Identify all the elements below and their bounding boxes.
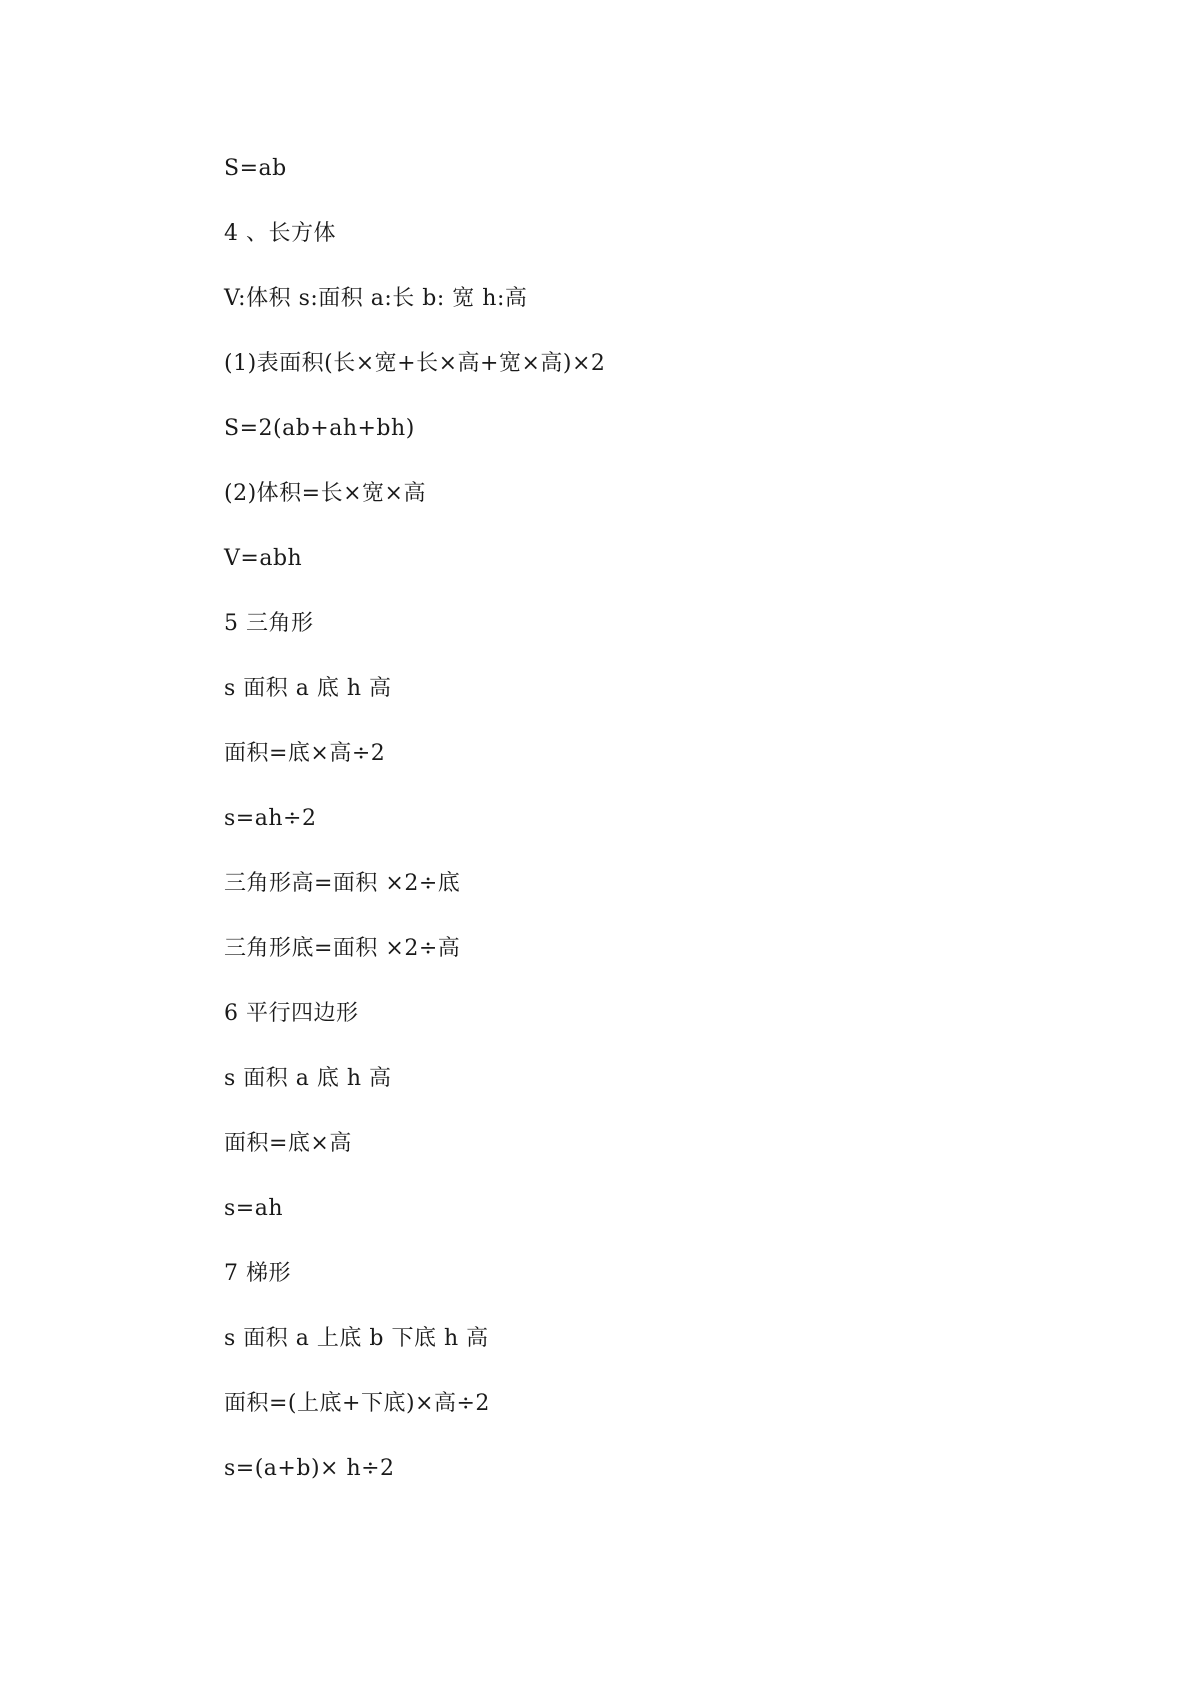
formula-line: 三角形高=面积 ×2÷底 (224, 871, 461, 896)
formula-line: s=ah÷2 (224, 806, 317, 831)
formula-line: 面积=底×高÷2 (224, 741, 386, 766)
section-heading-triangle: 5 三角形 (224, 611, 314, 636)
formula-line: S=ab (224, 156, 287, 181)
section-heading-trapezoid: 7 梯形 (224, 1261, 291, 1286)
formula-line: S=2(ab+ah+bh) (224, 416, 415, 441)
formula-line: V=abh (224, 546, 303, 571)
formula-line: (2)体积=长×宽×高 (224, 481, 426, 506)
section-heading-cuboid: 4 、长方体 (224, 221, 336, 246)
section-heading-parallelogram: 6 平行四边形 (224, 1001, 359, 1026)
variable-definitions: V:体积 s:面积 a:长 b: 宽 h:高 (224, 286, 528, 311)
variable-definitions: s 面积 a 底 h 高 (224, 1066, 392, 1091)
formula-line: 面积=底×高 (224, 1131, 352, 1156)
formula-line: (1)表面积(长×宽+长×高+宽×高)×2 (224, 351, 606, 376)
formula-line: s=ah (224, 1196, 284, 1221)
variable-definitions: s 面积 a 上底 b 下底 h 高 (224, 1326, 489, 1351)
formula-line: 面积=(上底+下底)×高÷2 (224, 1391, 490, 1416)
formula-line: s=(a+b)× h÷2 (224, 1456, 395, 1481)
formula-text-block (224, 148, 1124, 1513)
variable-definitions: s 面积 a 底 h 高 (224, 676, 392, 701)
formula-line: 三角形底=面积 ×2÷高 (224, 936, 461, 961)
